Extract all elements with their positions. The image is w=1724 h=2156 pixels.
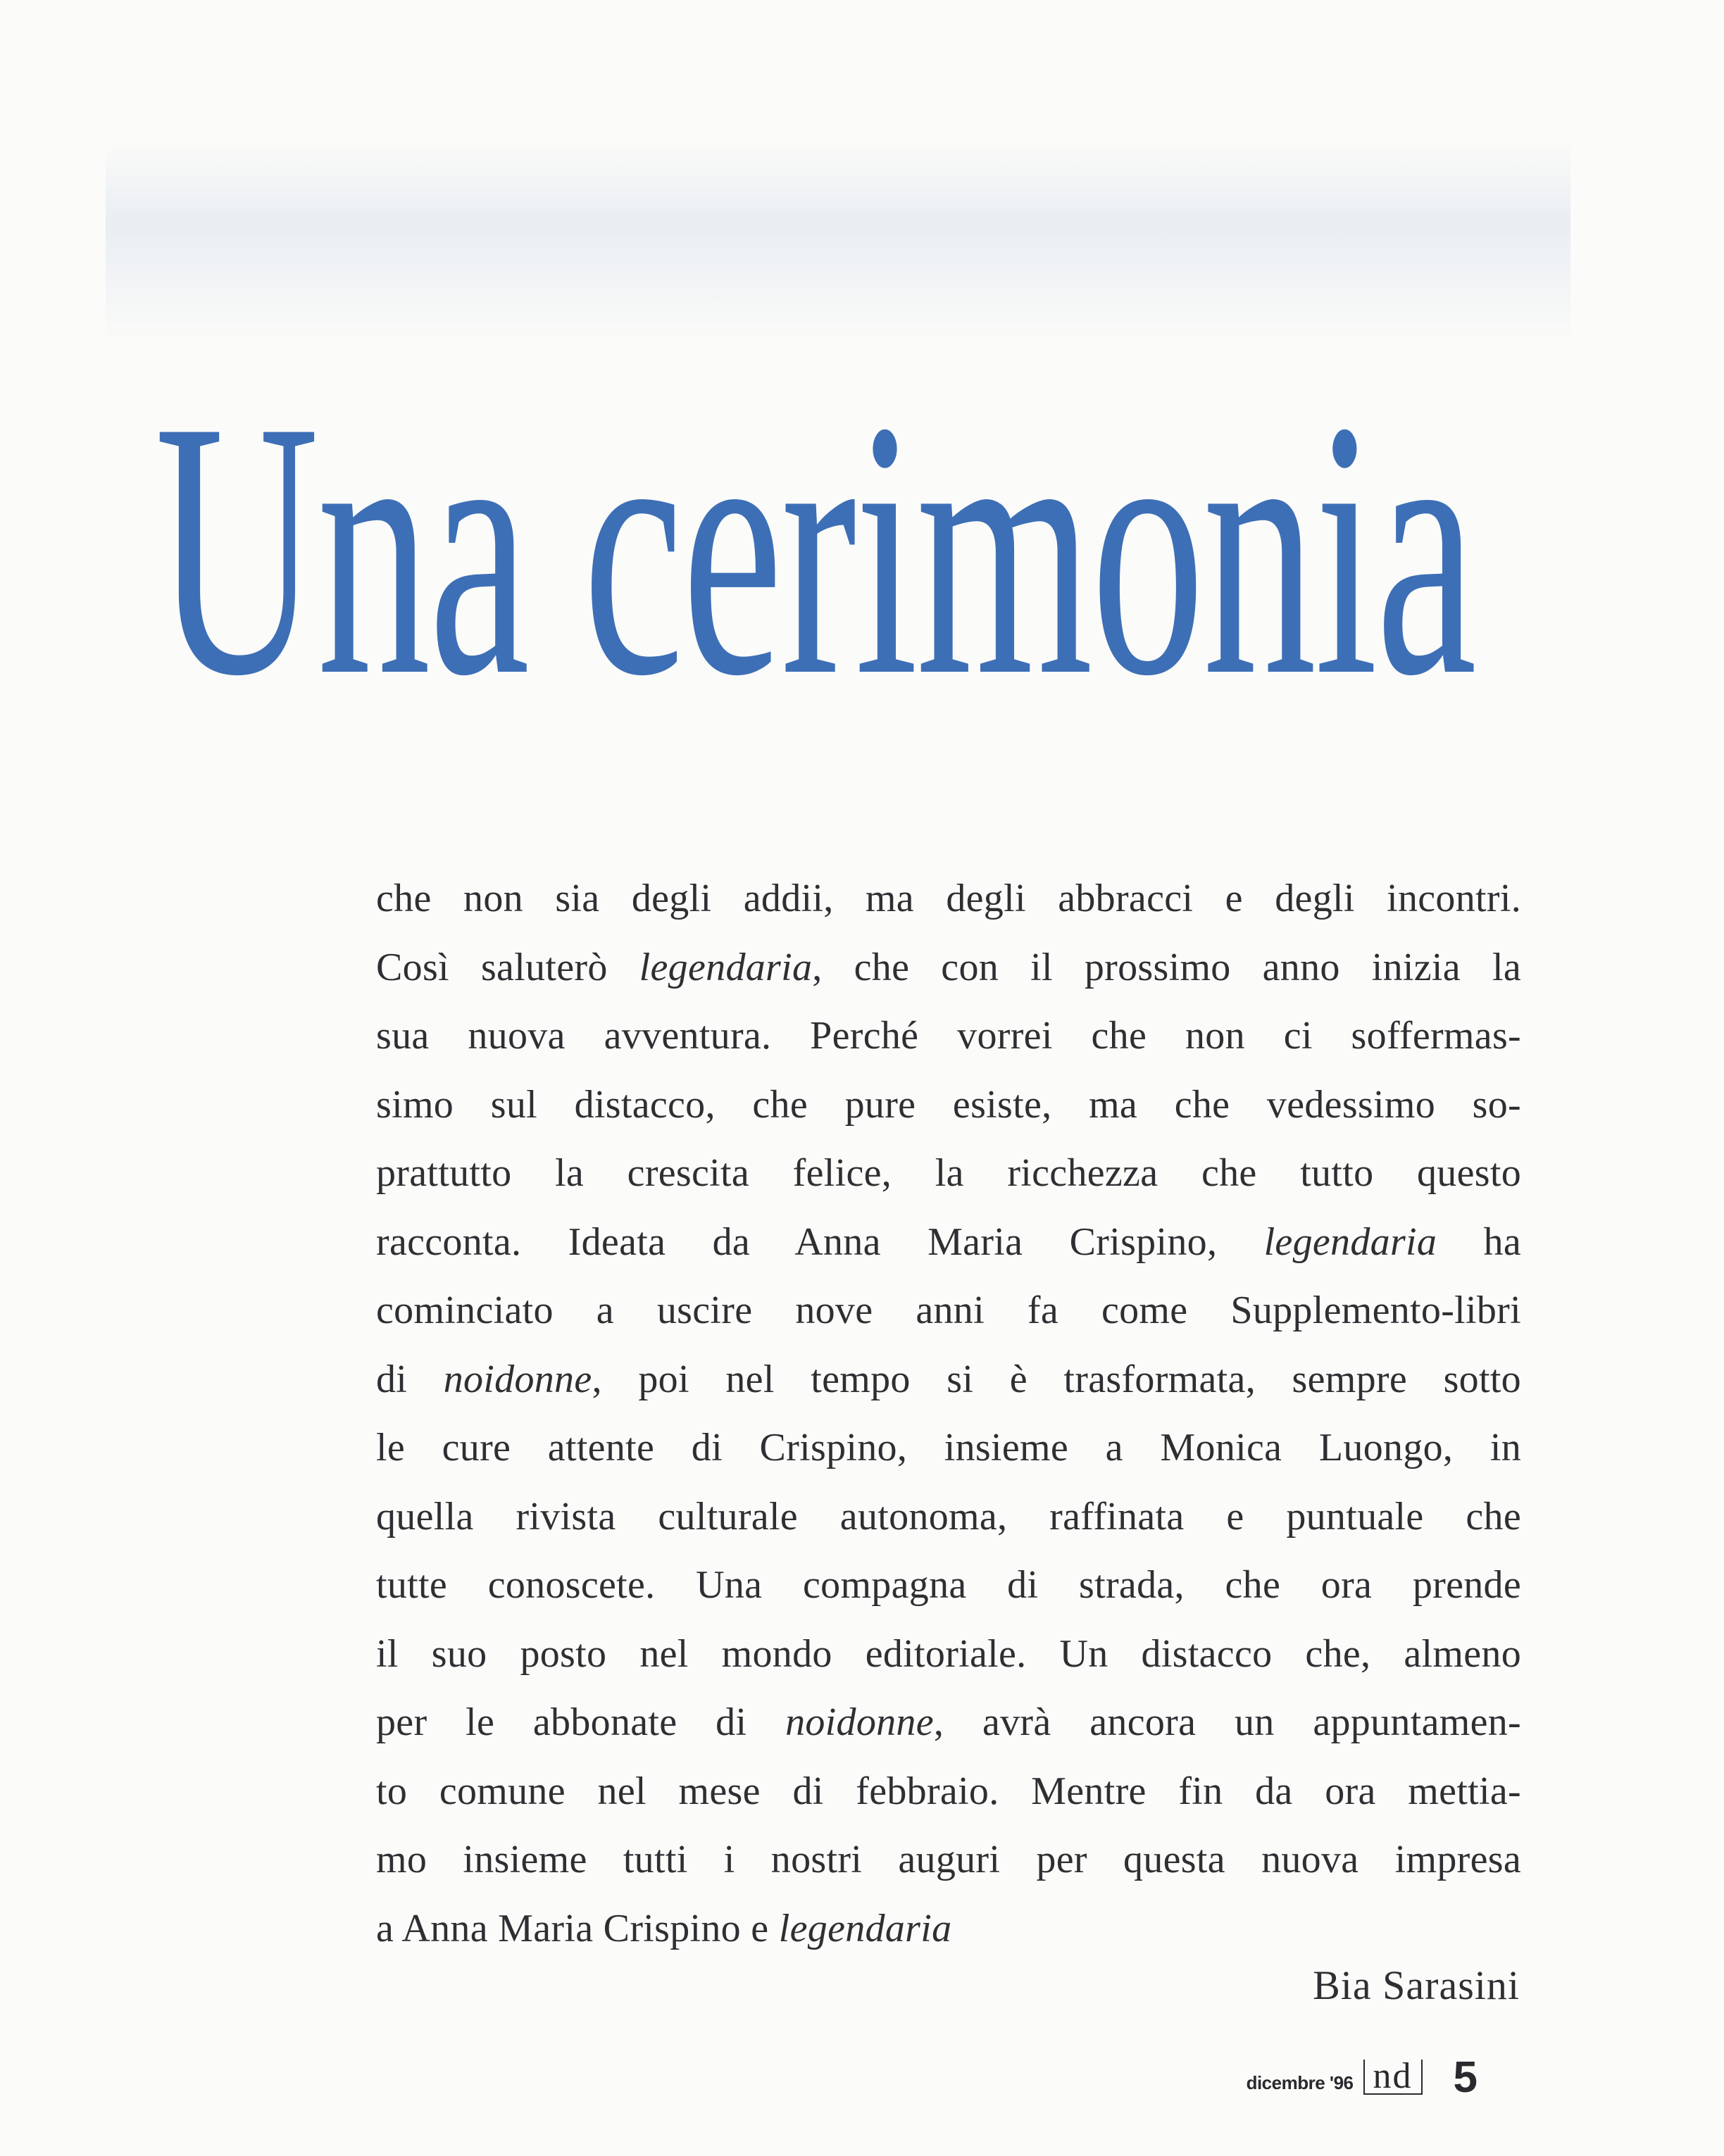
text-run: tutte conoscete. Una compagna di strada, che ora prende <box>376 1563 1521 1607</box>
italic-title: legendaria <box>639 945 813 989</box>
article-body <box>376 865 1521 1963</box>
text-run: per le abbonate di <box>376 1700 786 1744</box>
body-line <box>376 1826 1521 1895</box>
italic-title: legendaria <box>1263 1220 1437 1264</box>
text-run: sua nuova avventura. Perché vorrei che non ci soffermas- <box>376 1014 1521 1058</box>
italic-title: legendaria <box>778 1906 952 1950</box>
issue-date: dicembre '96 <box>1246 2072 1354 2093</box>
body-line <box>376 1277 1521 1346</box>
text-run: che non sia degli addii, ma degli abbracci e degli incontri. <box>376 877 1521 920</box>
headline: Una cerimonia <box>155 346 1475 751</box>
text-run: prattutto la crescita felice, la ricchezza che tutto questo <box>376 1151 1521 1195</box>
body-line <box>376 1208 1521 1277</box>
text-run: to comune nel mese di febbraio. Mentre fin da ora mettia- <box>376 1769 1521 1813</box>
text-run: mo insieme tutti i nostri auguri per questa nuova impresa <box>376 1838 1521 1881</box>
body-line <box>376 1551 1521 1620</box>
text-run: , avrà ancora un appuntamen- <box>933 1700 1521 1744</box>
text-run: il suo posto nel mondo editoriale. Un distacco che, almeno <box>376 1631 1521 1676</box>
body-line <box>376 1139 1521 1208</box>
text-run: le cure attente di Crispino, insieme a Monica Luongo, in <box>376 1426 1521 1469</box>
page-number: 5 <box>1453 2052 1478 2102</box>
faded-background-band <box>106 141 1570 345</box>
text-run: racconta. Ideata da Anna Maria Crispino, <box>376 1220 1264 1264</box>
text-run: , poi nel tempo si è trasformata, sempre sotto <box>592 1357 1521 1401</box>
body-line <box>376 1688 1521 1757</box>
body-line <box>376 1071 1521 1140</box>
body-line <box>376 934 1521 1003</box>
page-footer <box>1247 2049 1478 2105</box>
body-line <box>376 1414 1521 1483</box>
italic-title: noidonne <box>785 1700 934 1744</box>
body-line <box>376 1620 1521 1689</box>
text-run: simo sul distacco, che pure esiste, ma che vedessimo so- <box>376 1082 1521 1127</box>
text-run: a Anna Maria Crispino e <box>376 1906 779 1950</box>
body-line <box>376 1895 1521 1964</box>
text-run: , che con il prossimo anno inizia la <box>812 945 1521 989</box>
italic-title: noidonne <box>443 1357 592 1401</box>
body-line <box>376 1757 1521 1826</box>
text-run: quella rivista culturale autonoma, raffinata e puntuale che <box>376 1494 1521 1538</box>
body-line <box>376 865 1521 934</box>
body-line <box>376 1346 1521 1415</box>
body-line <box>376 1002 1521 1071</box>
text-run: ha <box>1437 1220 1521 1264</box>
text-run: Così saluterò <box>376 945 639 989</box>
text-run: di <box>376 1357 444 1401</box>
magazine-logo: nd <box>1363 2060 1423 2095</box>
author-signature: Bia Sarasini <box>1313 1962 1520 2008</box>
text-run: cominciato a uscire nove anni fa come Supplemento-libri <box>376 1289 1521 1332</box>
body-line <box>376 1483 1521 1552</box>
